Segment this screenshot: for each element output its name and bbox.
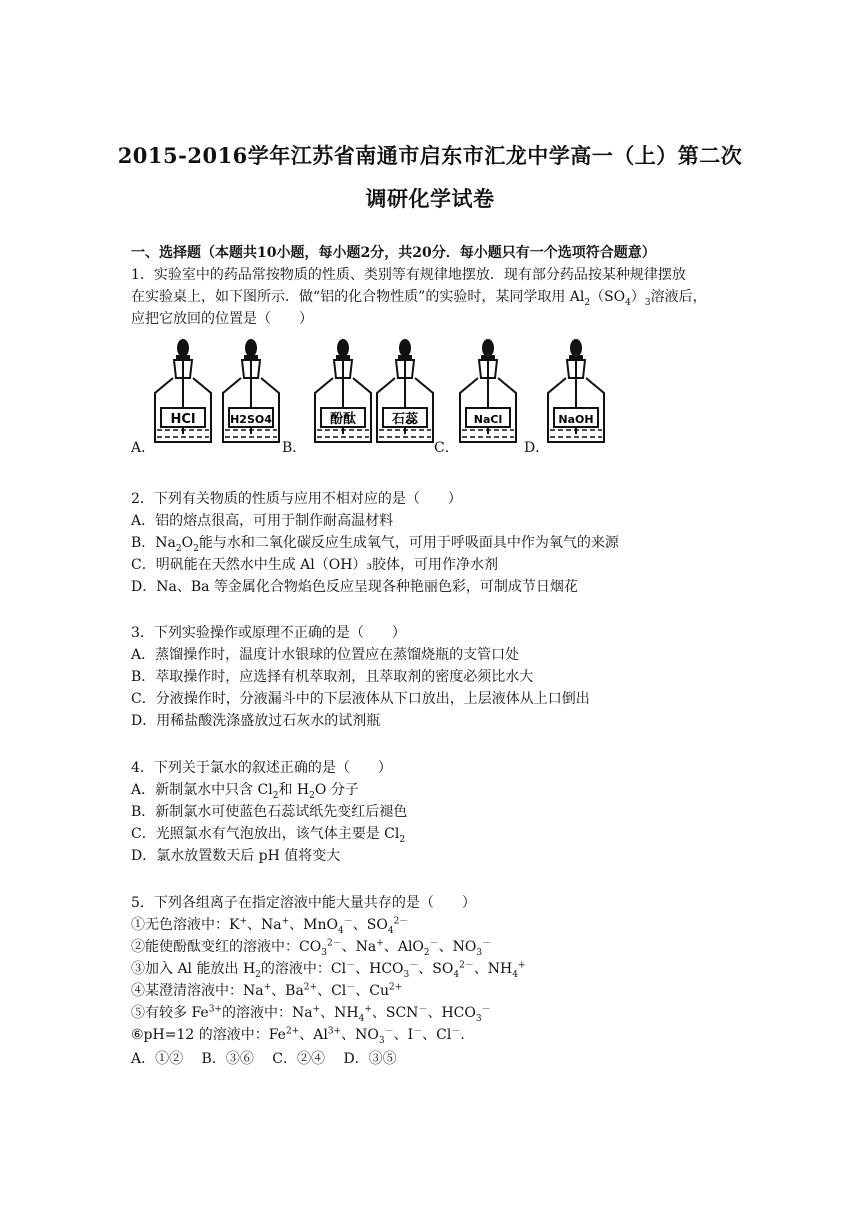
q3-option-d: D．用稀盐酸洗涤盛放过石灰水的试剂瓶 <box>131 713 381 729</box>
bottle-label: NaCl <box>473 413 503 426</box>
q3-option-c: C．分液操作时，分液漏斗中的下层液体从下口放出，上层液体从上口倒出 <box>131 691 590 707</box>
bottle-label: 酚酞 <box>329 412 357 427</box>
q1-option-a: A． <box>131 440 156 456</box>
q4-stem: 4．下列关于氯水的叙述正确的是（ ） <box>131 760 392 776</box>
q4-option-b: B．新制氯水可使蓝色石蕊试纸先变红后褪色 <box>131 804 408 820</box>
section-heading: 一、选择题（本题共10小题，每小题2分，共20分．每小题只有一个选项符合题意） <box>131 245 656 261</box>
bottle-label: NaOH <box>558 413 594 426</box>
q4-option-c: C．光照氯水有气泡放出，该气体主要是 $Cl_2$ <box>131 826 406 845</box>
q2-stem: 2．下列有关物质的性质与应用不相对应的是（ ） <box>131 491 462 507</box>
q5-item-6: ⑥pH=12 的溶液中：$Fe^{2+}$、$Al^{3+}$、$NO_3^-$、I－、Cl－． <box>131 1026 475 1046</box>
reagent-bottle <box>223 339 279 442</box>
q3-option-a: A．蒸馏操作时，温度计水银球的位置应在蒸馏烧瓶的支管口处 <box>131 647 520 663</box>
q5-stem: 5．下列各组离子在指定溶液中能大量共存的是（ ） <box>131 895 476 911</box>
bottle-label: H2SO4 <box>230 413 272 426</box>
q1-option-b: B． <box>282 440 307 456</box>
q4-option-d: D．氯水放置数天后 pH 值将变大 <box>131 848 341 864</box>
q5-item-5: ⑤有较多 $Fe^{3+}$的溶液中：Na+、$NH_4^+$、SCN－、$HCO_3^-$ <box>131 1004 491 1024</box>
q3-stem: 3．下列实验操作或原理不正确的是（ ） <box>131 625 406 641</box>
q1-option-d: D． <box>524 440 550 456</box>
exam-title-line1: 2015-2016学年江苏省南通市启东市汇龙中学高一（上）第二次 <box>117 143 743 168</box>
exam-title-line2: 调研化学试卷 <box>365 186 495 211</box>
q1-option-c: C． <box>434 440 459 456</box>
q2-option-b: B．$Na_2O_2$能与水和二氧化碳反应生成氧气，可用于呼吸面具中作为氧气的来源 <box>131 535 619 554</box>
q5-answer-choices: A．①② B．③⑥ C．②④ D．③⑤ <box>131 1051 397 1067</box>
reagent-bottle <box>315 339 371 442</box>
reagent-bottle <box>460 339 516 442</box>
q4-option-a: A．新制氯水中只含 $Cl_2$和 $H_2O$ 分子 <box>131 782 359 801</box>
q3-option-b: B．萃取操作时，应选择有机萃取剂，且萃取剂的密度必须比水大 <box>131 669 534 685</box>
q5-item-3: ③加入 Al 能放出 $H_2$的溶液中：Cl－、$HCO_3^-$、$SO_4^{2-}$、$NH_4^+$ <box>131 960 526 980</box>
q1-stem-line1: 1．实验室中的药品常按物质的性质、类别等有规律地摆放．现有部分药品按某种规律摆放 <box>131 267 686 283</box>
q2-option-a: A．铝的熔点很高，可用于制作耐高温材料 <box>131 513 394 529</box>
q2-option-c: C．明矾能在天然水中生成 Al（OH）₃胶体，可用作净水剂 <box>131 557 499 573</box>
reagent-bottles-figure <box>150 338 610 450</box>
reagent-bottle <box>377 339 433 442</box>
reagent-bottle <box>548 339 604 442</box>
reagent-bottle <box>155 339 211 442</box>
q5-item-2: ②能使酚酞变红的溶液中：$CO_3^{2-}$、Na+、AlO$_2$－、$NO_3^-$ <box>131 938 492 958</box>
q5-item-4: ④某澄清溶液中：Na+、$Ba^{2+}$、Cl－、$Cu^{2+}$ <box>131 982 403 999</box>
q1-stem-line3: 应把它放回的位置是（ ） <box>131 311 313 327</box>
q5-item-1: ①无色溶液中：K+、Na+、MnO$_4$－、$SO_4^{2-}$ <box>131 916 409 936</box>
bottle-label: 石蕊 <box>391 412 419 427</box>
bottle-label: HCl <box>170 412 196 427</box>
q1-stem-line2: 在实验桌上，如下图所示．做“铝的化合物性质”的实验时，某同学取用 $Al_2(SO_4)_3$溶液后， <box>131 289 707 308</box>
q2-option-d: D．Na、Ba 等金属化合物焰色反应呈现各种艳丽色彩，可制成节日烟花 <box>131 579 578 595</box>
